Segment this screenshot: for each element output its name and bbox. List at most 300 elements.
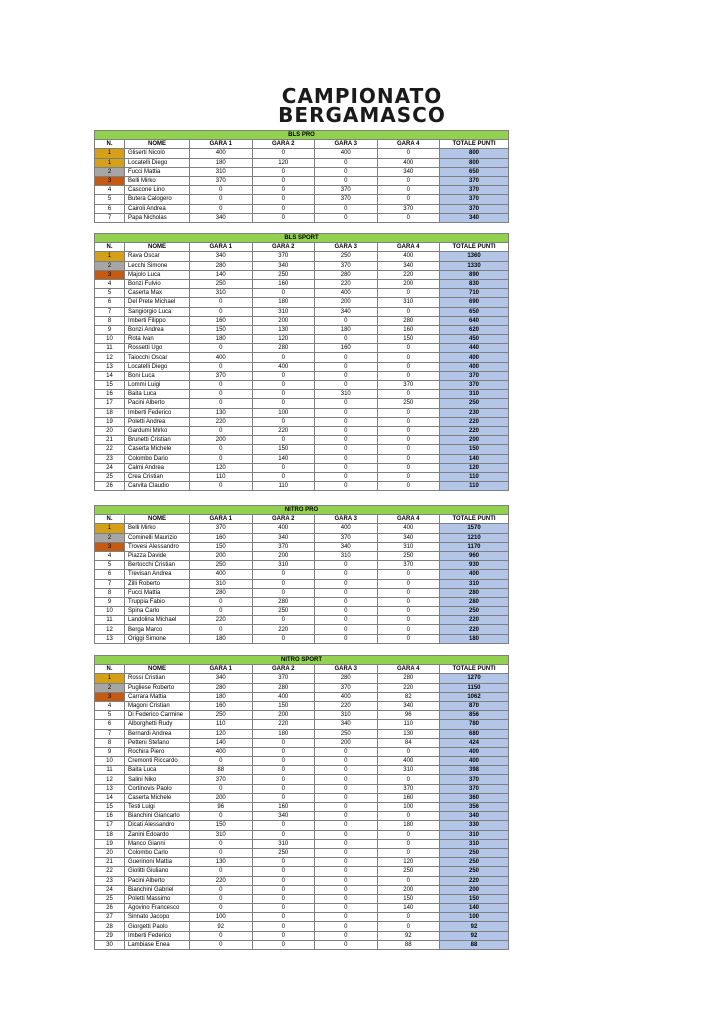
race3-cell: 0 [315, 625, 378, 634]
rank-cell: 6 [95, 720, 125, 729]
race2-cell: 150 [252, 445, 315, 454]
race1-cell: 0 [190, 904, 253, 913]
race4-cell: 0 [377, 307, 440, 316]
race4-cell: 0 [377, 579, 440, 588]
race3-cell: 400 [315, 289, 378, 298]
race3-cell: 0 [315, 597, 378, 606]
header-name: NOME [125, 140, 190, 149]
race2-cell: 0 [252, 570, 315, 579]
name-cell: Truppia Fabio [125, 597, 190, 606]
rank-cell: 30 [95, 940, 125, 949]
race1-cell: 220 [190, 876, 253, 885]
race1-cell: 130 [190, 858, 253, 867]
name-cell: Berga Marco [125, 625, 190, 634]
table-row [95, 616, 509, 625]
total-cell: 220 [440, 616, 509, 625]
name-cell: Fucci Mattia [125, 167, 190, 176]
race1-cell: 0 [190, 362, 253, 371]
name-cell: Lommi Luigi [125, 381, 190, 390]
header-race2: GARA 2 [252, 515, 315, 524]
table-row [95, 812, 509, 821]
race4-cell: 0 [377, 371, 440, 380]
race2-cell: 160 [252, 279, 315, 288]
race4-cell: 250 [377, 867, 440, 876]
header-race1: GARA 1 [190, 515, 253, 524]
race2-cell: 370 [252, 674, 315, 683]
race1-cell: 340 [190, 252, 253, 261]
name-cell: Bianchini Gabriel [125, 885, 190, 894]
rank-cell: 7 [95, 579, 125, 588]
table-row [95, 542, 509, 551]
table-row [95, 775, 509, 784]
race1-cell: 0 [190, 454, 253, 463]
race3-cell: 0 [315, 634, 378, 643]
race4-cell: 0 [377, 839, 440, 848]
name-cell: Caserta Michele [125, 445, 190, 454]
race3-cell: 310 [315, 551, 378, 560]
race2-cell: 0 [252, 616, 315, 625]
header-race2: GARA 2 [252, 140, 315, 149]
race1-cell: 250 [190, 711, 253, 720]
table-row [95, 720, 509, 729]
race3-cell: 0 [315, 812, 378, 821]
rank-cell: 26 [95, 482, 125, 491]
race4-cell: 0 [377, 463, 440, 472]
race2-cell: 0 [252, 176, 315, 185]
table-row [95, 289, 509, 298]
race2-cell: 120 [252, 158, 315, 167]
table-row [95, 701, 509, 710]
table-row [95, 931, 509, 940]
total-cell: 250 [440, 867, 509, 876]
race4-cell: 88 [377, 940, 440, 949]
section-title: NITRO SPORT [95, 656, 509, 665]
rank-cell: 11 [95, 344, 125, 353]
race4-cell: 130 [377, 729, 440, 738]
total-cell: 930 [440, 561, 509, 570]
table-row [95, 738, 509, 747]
race3-cell: 0 [315, 775, 378, 784]
race4-cell: 140 [377, 904, 440, 913]
race3-cell: 0 [315, 213, 378, 222]
race1-cell: 0 [190, 784, 253, 793]
rank-cell: 1 [95, 149, 125, 158]
header-rank: N. [95, 515, 125, 524]
race3-cell: 0 [315, 482, 378, 491]
race3-cell: 0 [315, 463, 378, 472]
name-cell: Landolina Michael [125, 616, 190, 625]
race4-cell: 150 [377, 894, 440, 903]
race2-cell: 250 [252, 270, 315, 279]
race2-cell: 250 [252, 607, 315, 616]
race3-cell: 0 [315, 381, 378, 390]
name-cell: Testi Luigi [125, 803, 190, 812]
name-cell: Trovesi Alessandro [125, 542, 190, 551]
race1-cell: 200 [190, 793, 253, 802]
race4-cell: 0 [377, 390, 440, 399]
name-cell: Brunetti Cristian [125, 436, 190, 445]
race2-cell: 0 [252, 821, 315, 830]
total-cell: 650 [440, 167, 509, 176]
header-total: TOTALE PUNTI [440, 515, 509, 524]
name-cell: Cairoli Andrea [125, 204, 190, 213]
race3-cell: 400 [315, 149, 378, 158]
race1-cell: 100 [190, 913, 253, 922]
race3-cell: 200 [315, 298, 378, 307]
rank-cell: 16 [95, 812, 125, 821]
table-row [95, 830, 509, 839]
race1-cell: 0 [190, 894, 253, 903]
table-row [95, 167, 509, 176]
rank-cell: 1 [95, 674, 125, 683]
rank-cell: 12 [95, 775, 125, 784]
total-cell: 310 [440, 839, 509, 848]
total-cell: 800 [440, 158, 509, 167]
race2-cell: 0 [252, 775, 315, 784]
rank-cell: 25 [95, 894, 125, 903]
race2-cell: 250 [252, 848, 315, 857]
race2-cell: 0 [252, 793, 315, 802]
name-cell: Petteni Stefano [125, 738, 190, 747]
table-row [95, 940, 509, 949]
race2-cell: 0 [252, 784, 315, 793]
name-cell: Zilli Roberto [125, 579, 190, 588]
table-row [95, 325, 509, 334]
header-rank: N. [95, 140, 125, 149]
table-row [95, 270, 509, 279]
rank-cell: 7 [95, 307, 125, 316]
race4-cell: 0 [377, 195, 440, 204]
header-race3: GARA 3 [315, 515, 378, 524]
rank-cell: 19 [95, 417, 125, 426]
standings-table-bls-pro [94, 130, 509, 223]
race4-cell: 370 [377, 381, 440, 390]
race4-cell: 220 [377, 270, 440, 279]
total-cell: 424 [440, 738, 509, 747]
race2-cell: 280 [252, 683, 315, 692]
race2-cell: 340 [252, 261, 315, 270]
table-row [95, 408, 509, 417]
name-cell: Carrara Mattia [125, 692, 190, 701]
total-cell: 400 [440, 353, 509, 362]
total-cell: 370 [440, 176, 509, 185]
total-cell: 780 [440, 720, 509, 729]
total-cell: 250 [440, 399, 509, 408]
race3-cell: 0 [315, 839, 378, 848]
total-cell: 398 [440, 766, 509, 775]
race3-cell: 0 [315, 167, 378, 176]
rank-cell: 14 [95, 371, 125, 380]
race1-cell: 160 [190, 533, 253, 542]
race1-cell: 280 [190, 588, 253, 597]
name-cell: Poletti Massimo [125, 894, 190, 903]
name-cell: Boni Luca [125, 371, 190, 380]
name-cell: Sangiorgio Luca [125, 307, 190, 316]
rank-cell: 1 [95, 524, 125, 533]
rank-cell: 3 [95, 176, 125, 185]
total-cell: 250 [440, 858, 509, 867]
race2-cell: 400 [252, 692, 315, 701]
header-race2: GARA 2 [252, 665, 315, 674]
table-row [95, 186, 509, 195]
total-cell: 680 [440, 729, 509, 738]
race1-cell: 110 [190, 472, 253, 481]
race4-cell: 370 [377, 204, 440, 213]
race1-cell: 130 [190, 408, 253, 417]
race3-cell: 0 [315, 848, 378, 857]
race3-cell: 0 [315, 316, 378, 325]
race1-cell: 0 [190, 399, 253, 408]
name-cell: Poletti Andrea [125, 417, 190, 426]
header-race4: GARA 4 [377, 243, 440, 252]
table-row [95, 784, 509, 793]
rank-cell: 16 [95, 390, 125, 399]
total-cell: 1330 [440, 261, 509, 270]
race4-cell: 0 [377, 625, 440, 634]
section-title: NITRO PRO [95, 506, 509, 515]
race4-cell: 160 [377, 325, 440, 334]
table-row [95, 252, 509, 261]
race3-cell: 0 [315, 821, 378, 830]
total-cell: 856 [440, 711, 509, 720]
table-row [95, 472, 509, 481]
name-cell: Carvita Claudio [125, 482, 190, 491]
name-cell: Imberti Federico [125, 931, 190, 940]
race3-cell: 0 [315, 607, 378, 616]
race2-cell: 310 [252, 307, 315, 316]
table-row [95, 867, 509, 876]
name-cell: Bianchini Giancarlo [125, 812, 190, 821]
table-row [95, 524, 509, 533]
race2-cell: 340 [252, 533, 315, 542]
race2-cell: 220 [252, 625, 315, 634]
race4-cell: 400 [377, 757, 440, 766]
rank-cell: 13 [95, 362, 125, 371]
race2-cell: 280 [252, 344, 315, 353]
table-row [95, 922, 509, 931]
race1-cell: 0 [190, 607, 253, 616]
name-cell: Spina Carlo [125, 607, 190, 616]
race2-cell: 130 [252, 325, 315, 334]
race3-cell: 0 [315, 353, 378, 362]
total-cell: 400 [440, 570, 509, 579]
total-cell: 200 [440, 885, 509, 894]
race4-cell: 400 [377, 524, 440, 533]
race2-cell: 280 [252, 597, 315, 606]
rank-cell: 8 [95, 316, 125, 325]
race3-cell: 0 [315, 793, 378, 802]
race1-cell: 0 [190, 931, 253, 940]
rank-cell: 18 [95, 408, 125, 417]
standings-table-bls-sport [94, 233, 509, 491]
name-cell: Alborghetti Rudy [125, 720, 190, 729]
name-cell: Calmi Andrea [125, 463, 190, 472]
race3-cell: 0 [315, 588, 378, 597]
race2-cell: 0 [252, 289, 315, 298]
rank-cell: 2 [95, 533, 125, 542]
race1-cell: 310 [190, 579, 253, 588]
total-cell: 870 [440, 701, 509, 710]
table-row [95, 158, 509, 167]
race2-cell: 310 [252, 839, 315, 848]
total-cell: 120 [440, 463, 509, 472]
race4-cell: 0 [377, 634, 440, 643]
race4-cell: 150 [377, 335, 440, 344]
race3-cell: 180 [315, 325, 378, 334]
table-row [95, 399, 509, 408]
race2-cell: 220 [252, 426, 315, 435]
name-cell: Cremonti Riccardo [125, 757, 190, 766]
rank-cell: 25 [95, 472, 125, 481]
race3-cell: 370 [315, 195, 378, 204]
table-row [95, 904, 509, 913]
name-cell: Zanini Edoardo [125, 830, 190, 839]
race4-cell: 160 [377, 793, 440, 802]
race1-cell: 0 [190, 195, 253, 204]
table-row [95, 417, 509, 426]
table-row [95, 426, 509, 435]
name-cell: Piazza Davide [125, 551, 190, 560]
race3-cell: 0 [315, 436, 378, 445]
race2-cell: 310 [252, 561, 315, 570]
race3-cell: 280 [315, 674, 378, 683]
total-cell: 800 [440, 149, 509, 158]
name-cell: Imberti Federico [125, 408, 190, 417]
table-row [95, 894, 509, 903]
table-row [95, 381, 509, 390]
race2-cell: 0 [252, 436, 315, 445]
rank-cell: 27 [95, 913, 125, 922]
race4-cell: 0 [377, 588, 440, 597]
total-cell: 340 [440, 213, 509, 222]
race4-cell: 340 [377, 701, 440, 710]
race3-cell: 0 [315, 426, 378, 435]
race3-cell: 370 [315, 186, 378, 195]
race1-cell: 0 [190, 426, 253, 435]
race2-cell: 0 [252, 931, 315, 940]
total-cell: 220 [440, 876, 509, 885]
table-row [95, 729, 509, 738]
race2-cell: 0 [252, 399, 315, 408]
total-cell: 310 [440, 579, 509, 588]
total-cell: 1170 [440, 542, 509, 551]
name-cell: Cominelli Maurizio [125, 533, 190, 542]
race1-cell: 0 [190, 186, 253, 195]
race4-cell: 250 [377, 551, 440, 560]
total-cell: 140 [440, 904, 509, 913]
race2-cell: 400 [252, 362, 315, 371]
race4-cell: 0 [377, 213, 440, 222]
race3-cell: 0 [315, 784, 378, 793]
name-cell: Imberti Filippo [125, 316, 190, 325]
rank-cell: 5 [95, 289, 125, 298]
championship-title-line1: CAMPIONATO [281, 84, 443, 108]
race2-cell: 150 [252, 701, 315, 710]
race4-cell: 220 [377, 683, 440, 692]
table-row [95, 454, 509, 463]
race4-cell: 0 [377, 436, 440, 445]
rank-cell: 10 [95, 757, 125, 766]
rank-cell: 9 [95, 325, 125, 334]
total-cell: 450 [440, 335, 509, 344]
table-row [95, 371, 509, 380]
race1-cell: 250 [190, 279, 253, 288]
table-row [95, 551, 509, 560]
race4-cell: 0 [377, 830, 440, 839]
rank-cell: 12 [95, 625, 125, 634]
total-cell: 1210 [440, 533, 509, 542]
race4-cell: 370 [377, 784, 440, 793]
race3-cell: 0 [315, 399, 378, 408]
table-row [95, 533, 509, 542]
rank-cell: 29 [95, 931, 125, 940]
name-cell: Bonzi Andrea [125, 325, 190, 334]
race1-cell: 400 [190, 747, 253, 756]
race4-cell: 0 [377, 362, 440, 371]
name-cell: Pacini Alberto [125, 399, 190, 408]
race1-cell: 370 [190, 176, 253, 185]
table-row [95, 839, 509, 848]
race3-cell: 0 [315, 158, 378, 167]
race3-cell: 310 [315, 390, 378, 399]
table-row [95, 803, 509, 812]
name-cell: Guerinoni Mattia [125, 858, 190, 867]
race2-cell: 140 [252, 454, 315, 463]
race4-cell: 0 [377, 472, 440, 481]
race3-cell: 340 [315, 542, 378, 551]
race2-cell: 180 [252, 298, 315, 307]
total-cell: 250 [440, 607, 509, 616]
table-row [95, 362, 509, 371]
race3-cell: 250 [315, 729, 378, 738]
race3-cell: 0 [315, 472, 378, 481]
name-cell: Di Federico Carmine [125, 711, 190, 720]
race1-cell: 370 [190, 371, 253, 380]
race2-cell: 0 [252, 186, 315, 195]
race1-cell: 310 [190, 830, 253, 839]
race2-cell: 0 [252, 417, 315, 426]
table-row [95, 316, 509, 325]
total-cell: 690 [440, 298, 509, 307]
championship-title-line2: BERGAMASCO [278, 103, 446, 127]
race4-cell: 0 [377, 876, 440, 885]
name-cell: Baita Luca [125, 390, 190, 399]
race4-cell: 100 [377, 803, 440, 812]
rank-cell: 7 [95, 729, 125, 738]
name-cell: Baita Luca [125, 766, 190, 775]
total-cell: 92 [440, 931, 509, 940]
name-cell: Fucci Mattia [125, 588, 190, 597]
race4-cell: 120 [377, 858, 440, 867]
total-cell: 370 [440, 186, 509, 195]
race1-cell: 250 [190, 561, 253, 570]
table-row [95, 821, 509, 830]
table-row [95, 445, 509, 454]
total-cell: 710 [440, 289, 509, 298]
race2-cell: 0 [252, 634, 315, 643]
total-cell: 280 [440, 597, 509, 606]
race3-cell: 220 [315, 279, 378, 288]
race1-cell: 400 [190, 149, 253, 158]
rank-cell: 13 [95, 784, 125, 793]
race4-cell: 0 [377, 913, 440, 922]
race3-cell: 0 [315, 204, 378, 213]
header-race1: GARA 1 [190, 243, 253, 252]
race4-cell: 0 [377, 186, 440, 195]
race4-cell: 0 [377, 775, 440, 784]
race1-cell: 180 [190, 634, 253, 643]
name-cell: Lecchi Simone [125, 261, 190, 270]
